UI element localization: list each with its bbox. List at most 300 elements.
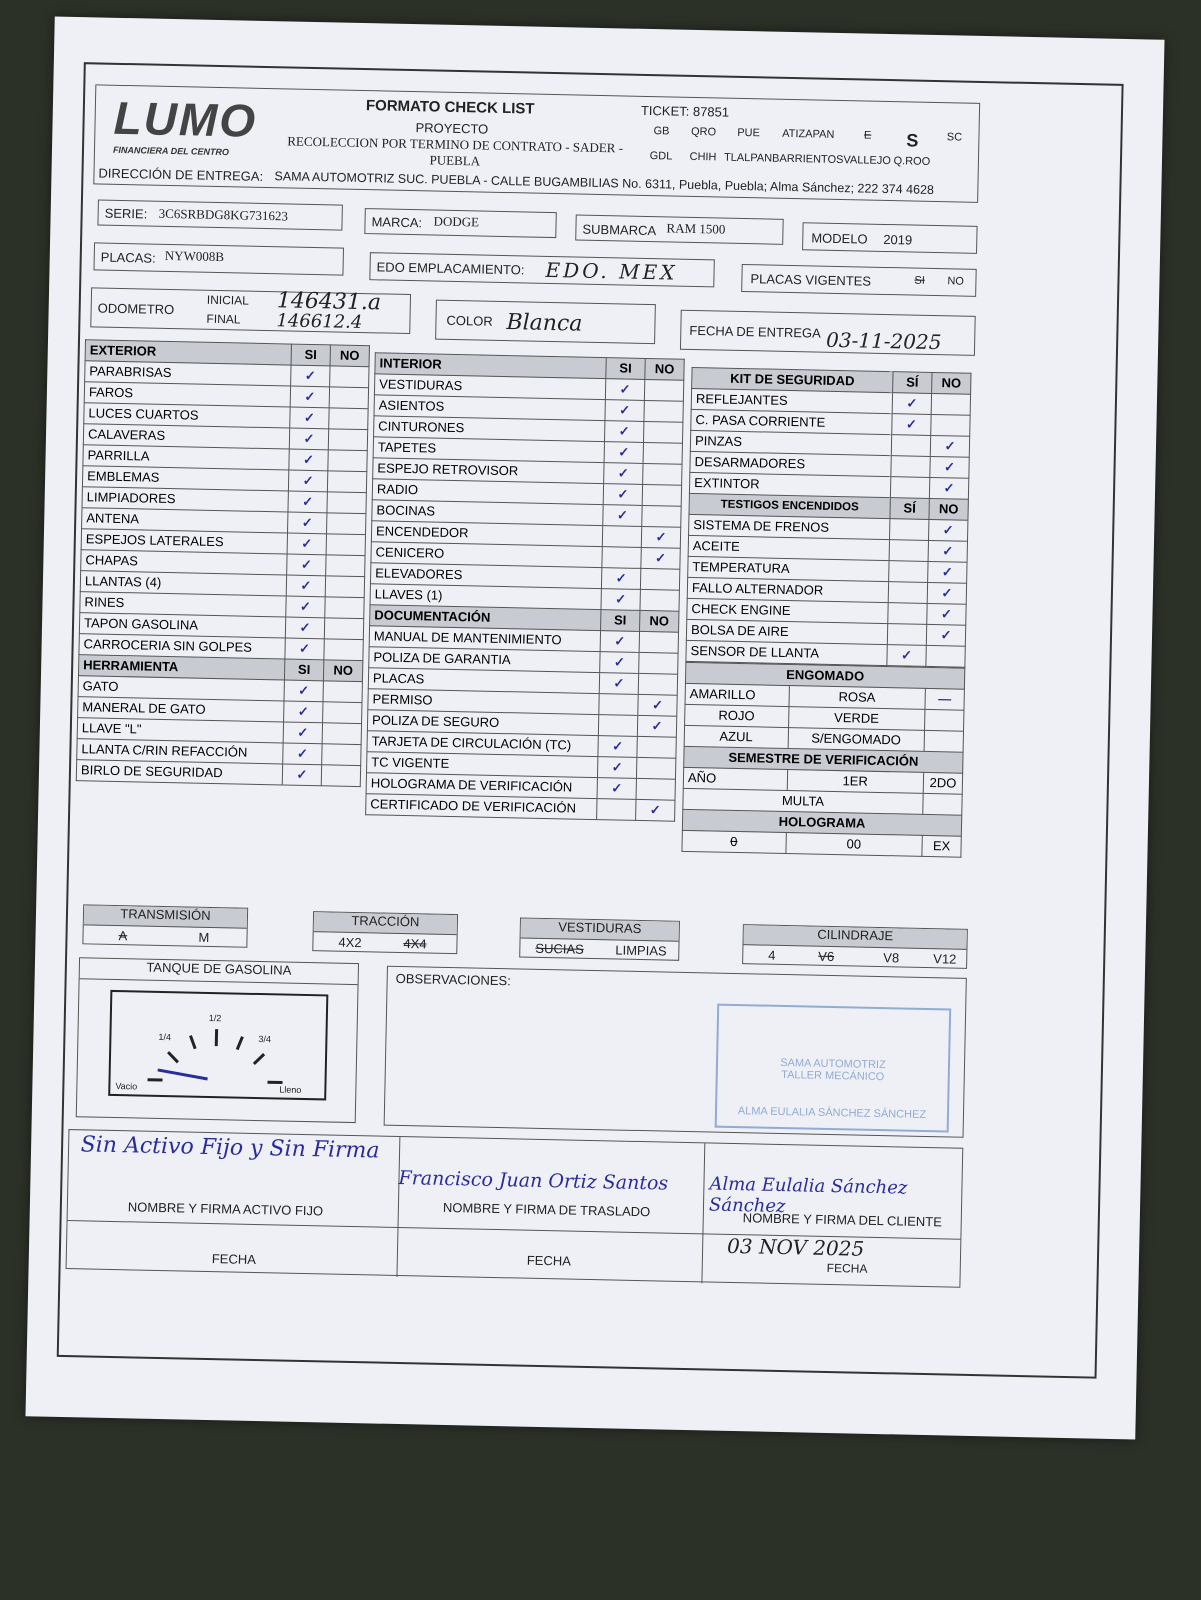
interior-section	[365, 352, 685, 821]
kit-item-label: EXTINTOR	[689, 472, 890, 497]
holograma-title: HOLOGRAMA	[682, 809, 961, 836]
exterior-no-check[interactable]	[325, 576, 364, 598]
testigos-no-check[interactable]: ✓	[928, 561, 967, 583]
exterior-no-check[interactable]	[328, 450, 367, 472]
transmision-box	[82, 904, 248, 947]
exterior-no-check[interactable]	[327, 492, 366, 514]
engomado-amarillo: AMARILLO	[685, 683, 789, 706]
exterior-si-check[interactable]: ✓	[289, 428, 328, 450]
interior-si-check[interactable]	[602, 526, 641, 548]
interior-item-label: LLAVES (1)	[370, 584, 601, 610]
documentacion-si-check[interactable]: ✓	[597, 778, 636, 800]
traccion-title: TRACCIÓN	[314, 912, 457, 935]
direccion-label: DIRECCIÓN DE ENTREGA:	[98, 165, 264, 184]
herramienta-title: HERRAMIENTA	[78, 655, 284, 680]
exterior-item-label: CALAVERAS	[83, 424, 289, 449]
kit-item-label: PINZAS	[690, 430, 891, 455]
holograma-0: 0	[682, 830, 786, 853]
vestiduras-sucias: SUCIAS	[535, 940, 584, 957]
inicial-label: INICIAL	[206, 292, 250, 308]
herramienta-item-label: BIRLO DE SEGURIDAD	[76, 760, 282, 785]
fecha-activo-label: FECHA	[211, 1251, 257, 1268]
edo-box	[369, 252, 715, 287]
region-s: S	[906, 130, 919, 151]
interior-no-header: NO	[645, 358, 684, 380]
herramienta-no-check[interactable]	[322, 744, 361, 766]
signatures-block	[66, 1129, 964, 1288]
herramienta-no-check[interactable]	[323, 702, 362, 724]
kit-item-label: DESARMADORES	[690, 451, 891, 476]
documentacion-item-label: HOLOGRAMA DE VERIFICACIÓN	[366, 773, 597, 799]
fecha-cliente-label: FECHA	[826, 1260, 868, 1276]
vigentes-si: SI	[914, 274, 925, 287]
serie-label: SERIE:	[104, 205, 148, 222]
submarca-label: SUBMARCA	[582, 221, 657, 239]
cilindraje-v12: V12	[933, 951, 957, 967]
engomado-sin-mark	[924, 730, 963, 752]
vigentes-box	[741, 264, 977, 297]
interior-no-check[interactable]	[640, 589, 679, 611]
activo-fijo-label: NOMBRE Y FIRMA ACTIVO FIJO	[127, 1199, 324, 1219]
engomado-sin: S/ENGOMADO	[788, 728, 925, 752]
activo-fijo-cell	[68, 1130, 401, 1228]
semestre-ano: AÑO	[683, 767, 787, 790]
interior-si-check[interactable]: ✓	[604, 442, 643, 464]
kit-si-header: SÍ	[893, 372, 932, 394]
exterior-no-check[interactable]	[328, 429, 367, 451]
kit-title: KIT DE SEGURIDAD	[692, 367, 893, 392]
herramienta-item-label: GATO	[78, 676, 284, 701]
exterior-item-label: ESPEJOS LATERALES	[81, 529, 287, 554]
herramienta-si-check[interactable]: ✓	[284, 680, 323, 702]
marca-label: MARCA:	[371, 214, 423, 231]
engomado-verde: VERDE	[788, 707, 925, 731]
interior-item-label: ESPEJO RETROVISOR	[373, 458, 604, 484]
lumo-logo	[113, 91, 264, 158]
fecha-label: FECHA DE ENTREGA	[689, 322, 821, 341]
exterior-no-header: NO	[330, 345, 369, 367]
fecha-cliente-hand: 03 NOV 2025	[726, 1233, 865, 1261]
documentacion-title: DOCUMENTACIÓN	[370, 605, 601, 631]
documentacion-no-check[interactable]	[639, 652, 678, 674]
kit-si-check[interactable]	[891, 456, 930, 478]
logo-subtitle: FINANCIERA DEL CENTRO	[112, 144, 230, 158]
region-chih: CHIH	[689, 150, 717, 164]
gauge-three: 3/4	[258, 1034, 272, 1045]
exterior-si-check[interactable]: ✓	[285, 617, 324, 639]
exterior-item-label: RINES	[80, 592, 286, 617]
documentacion-si-check[interactable]: ✓	[597, 757, 636, 779]
herramienta-no-check[interactable]	[323, 681, 362, 703]
interior-item-label: ENCENDEDOR	[371, 521, 602, 547]
interior-no-check[interactable]	[643, 442, 682, 464]
submarca-value: RAM 1500	[666, 220, 726, 237]
herramienta-no-header: NO	[323, 660, 362, 682]
testigos-si-check[interactable]	[888, 582, 927, 604]
documentacion-no-check[interactable]: ✓	[638, 694, 677, 716]
vestiduras-box	[519, 917, 680, 960]
traccion-box	[312, 911, 458, 954]
interior-si-check[interactable]: ✓	[603, 505, 642, 527]
observaciones-box	[384, 966, 967, 1138]
testigos-si-check[interactable]	[889, 561, 928, 583]
modelo-value: 2019	[883, 231, 913, 248]
interior-item-label: CENICERO	[371, 542, 602, 568]
modelo-box	[802, 222, 978, 254]
cliente-cell	[702, 1143, 962, 1239]
herramienta-item-label: MANERAL DE GATO	[78, 697, 284, 722]
exterior-no-check[interactable]	[326, 555, 365, 577]
documentacion-si-check[interactable]: ✓	[600, 631, 639, 653]
region-pue: PUE	[737, 126, 761, 140]
kit-no-check[interactable]	[931, 414, 970, 436]
documentacion-si-check[interactable]: ✓	[598, 736, 637, 758]
documentacion-no-check[interactable]	[637, 736, 676, 758]
proyecto-desc: RECOLECCION POR TERMINO DE CONTRATO - SADER - PUEBLA	[287, 133, 624, 169]
exterior-si-check[interactable]: ✓	[291, 365, 330, 387]
documentacion-no-check[interactable]	[636, 757, 675, 779]
stamp-line1: SAMA AUTOMOTRIZ	[780, 1056, 886, 1072]
fuel-gauge-icon	[107, 989, 329, 1104]
herramienta-si-check[interactable]: ✓	[283, 722, 322, 744]
logo-text: LUMO	[113, 91, 258, 147]
testigos-si-header: SÍ	[890, 498, 929, 520]
region-sc: SC	[946, 131, 963, 144]
testigos-item-label: FALLO ALTERNADOR	[687, 577, 888, 602]
inicial-value: 146431.a	[276, 288, 382, 316]
exterior-section	[76, 339, 370, 787]
traslado-hand: Francisco Juan Ortiz Santos	[398, 1166, 669, 1195]
kit-si-check[interactable]: ✓	[892, 393, 931, 415]
transmision-a: A	[118, 928, 128, 944]
vigentes-no: NO	[947, 275, 965, 288]
testigos-no-check[interactable]: ✓	[929, 519, 968, 541]
documentacion-si-check[interactable]	[598, 715, 637, 737]
interior-si-check[interactable]: ✓	[601, 589, 640, 611]
interior-no-check[interactable]	[644, 379, 683, 401]
testigos-si-check[interactable]: ✓	[887, 645, 926, 667]
semestre-1er: 1ER	[787, 770, 924, 794]
interior-item-label: TAPETES	[373, 437, 604, 463]
kit-no-check[interactable]	[931, 393, 970, 415]
engomado-title: ENGOMADO	[685, 662, 964, 689]
checklist-sheet	[25, 17, 1164, 1440]
cliente-label: NOMBRE Y FIRMA DEL CLIENTE	[742, 1210, 943, 1230]
documentacion-no-check[interactable]: ✓	[637, 715, 676, 737]
fecha-traslado-label: FECHA	[526, 1252, 572, 1269]
engomado-rojo: ROJO	[685, 704, 789, 727]
testigos-item-label: SENSOR DE LLANTA	[686, 640, 887, 665]
herramienta-si-check[interactable]: ✓	[284, 701, 323, 723]
traccion-4x4: 4X4	[403, 936, 427, 952]
exterior-si-check[interactable]: ✓	[287, 554, 326, 576]
documentacion-item-label: CERTIFICADO DE VERIFICACIÓN	[366, 794, 597, 820]
exterior-si-header: SI	[291, 344, 330, 366]
testigos-item-label: TEMPERATURA	[688, 556, 889, 581]
interior-si-check[interactable]: ✓	[603, 484, 642, 506]
interior-item-label: ASIENTOS	[374, 395, 605, 421]
placas-value: NYW008B	[164, 247, 225, 265]
doc-si-header: SI	[601, 610, 640, 632]
exterior-item-label: CHAPAS	[81, 550, 287, 575]
exterior-item-label: LIMPIADORES	[82, 487, 288, 512]
exterior-no-check[interactable]	[326, 534, 365, 556]
semestre-multa: MULTA	[683, 788, 923, 814]
testigos-si-check[interactable]	[887, 624, 926, 646]
exterior-no-check[interactable]	[324, 618, 363, 640]
documentacion-si-check[interactable]	[597, 799, 636, 821]
odometro-box	[90, 287, 411, 334]
documentacion-no-check[interactable]: ✓	[636, 799, 675, 821]
fecha-value: 03-11-2025	[825, 327, 942, 355]
documentacion-item-label: MANUAL DE MANTENIMIENTO	[369, 626, 600, 652]
testigos-title: TESTIGOS ENCENDIDOS	[689, 493, 890, 518]
herramienta-si-check[interactable]: ✓	[283, 743, 322, 765]
holograma-00: 00	[785, 833, 922, 857]
serie-value: 3C6SRBDG8KG731623	[158, 205, 289, 224]
testigos-no-check[interactable]	[926, 645, 965, 667]
engomado-azul: AZUL	[684, 725, 788, 748]
interior-no-check[interactable]	[644, 400, 683, 422]
exterior-item-label: PARABRISAS	[85, 361, 291, 386]
interior-no-check[interactable]	[640, 568, 679, 590]
documentacion-no-check[interactable]	[639, 631, 678, 653]
gauge-half: 1/2	[208, 1012, 222, 1024]
herramienta-si-header: SI	[284, 659, 323, 681]
kit-no-header: NO	[932, 372, 971, 394]
interior-title: INTERIOR	[375, 353, 606, 379]
stamp-line3: ALMA EULALIA SÁNCHEZ SÁNCHEZ	[737, 1105, 927, 1122]
exterior-no-check[interactable]	[325, 597, 364, 619]
odometro-label: ODOMETRO	[97, 300, 175, 318]
region-barrientos: BARRIENTOS	[771, 152, 844, 167]
serie-box	[97, 199, 342, 230]
traslado-cell	[397, 1137, 705, 1234]
region-qroo: Q.ROO	[893, 155, 931, 168]
cilindraje-title: CILINDRAJE	[743, 925, 966, 950]
herramienta-item-label: LLAVE "L"	[77, 718, 283, 743]
kit-no-check[interactable]: ✓	[929, 477, 968, 499]
region-grid	[640, 125, 976, 169]
fecha-entrega-box	[680, 310, 976, 356]
exterior-si-check[interactable]: ✓	[289, 449, 328, 471]
engomado-rosa: ROSA	[788, 686, 925, 710]
interior-si-check[interactable]: ✓	[605, 379, 644, 401]
testigos-no-header: NO	[929, 498, 968, 520]
interior-si-check[interactable]: ✓	[605, 400, 644, 422]
final-value: 146612.4	[276, 310, 363, 334]
cilindraje-v6: V6	[818, 948, 835, 965]
testigos-item-label: BOLSA DE AIRE	[686, 619, 887, 644]
holograma-ex: EX	[922, 835, 961, 857]
region-qro: QRO	[690, 125, 717, 139]
testigos-no-check[interactable]: ✓	[928, 540, 967, 562]
exterior-si-check[interactable]: ✓	[285, 638, 324, 660]
region-gb: GB	[653, 125, 670, 138]
doc-no-header: NO	[640, 610, 679, 632]
transmision-m: M	[198, 929, 210, 945]
interior-item-label: BOCINAS	[372, 500, 603, 526]
edo-label: EDO EMPLACAMIENTO:	[376, 259, 525, 278]
exterior-si-check[interactable]: ✓	[288, 491, 327, 513]
vestiduras-title: VESTIDURAS	[521, 918, 679, 941]
region-atizapan: ATIZAPAN	[782, 127, 835, 141]
interior-item-label: CINTURONES	[374, 416, 605, 442]
color-box	[435, 300, 656, 345]
exterior-si-check[interactable]: ✓	[286, 575, 325, 597]
exterior-si-check[interactable]: ✓	[290, 407, 329, 429]
color-label: COLOR	[446, 312, 493, 329]
activo-fijo-hand: Sin Activo Fijo y Sin Firma	[80, 1132, 380, 1164]
documentacion-si-check[interactable]: ✓	[600, 652, 639, 674]
documentacion-item-label: PERMISO	[368, 689, 599, 715]
exterior-si-check[interactable]: ✓	[290, 386, 329, 408]
testigos-no-check[interactable]: ✓	[927, 603, 966, 625]
placas-box	[93, 242, 344, 275]
testigos-si-check[interactable]	[890, 519, 929, 541]
documentacion-item-label: TC VIGENTE	[367, 752, 598, 778]
kit-section	[681, 367, 971, 858]
kit-item-label: C. PASA CORRIENTE	[691, 409, 892, 434]
kit-si-check[interactable]	[891, 435, 930, 457]
sig-divider-2	[701, 1233, 703, 1283]
herramienta-si-check[interactable]: ✓	[282, 764, 321, 786]
vigentes-label: PLACAS VIGENTES	[750, 271, 872, 289]
kit-no-check[interactable]: ✓	[930, 456, 969, 478]
sig-divider-1	[396, 1227, 398, 1277]
tanque-box	[76, 957, 359, 1123]
cliente-hand: Alma Eulalia Sánchez Sánchez	[708, 1173, 908, 1218]
direccion-value: SAMA AUTOMOTRIZ SUC. PUEBLA - CALLE BUGAMBILIAS No. 6311, Puebla, Puebla; Alma Sánchez; 222 374 4628	[274, 169, 935, 197]
interior-si-check[interactable]	[602, 547, 641, 569]
edo-value: EDO. MEX	[545, 257, 678, 285]
documentacion-item-label: PLACAS	[368, 668, 599, 694]
final-label: FINAL	[206, 311, 241, 327]
modelo-label: MODELO	[811, 230, 868, 247]
exterior-si-check[interactable]: ✓	[288, 470, 327, 492]
exterior-item-label: LUCES CUARTOS	[84, 403, 290, 428]
tanque-title: TANQUE DE GASOLINA	[80, 958, 358, 985]
documentacion-no-check[interactable]	[638, 673, 677, 695]
semestre-title: SEMESTRE DE VERIFICACIÓN	[684, 746, 963, 773]
gauge-full: Lleno	[279, 1084, 302, 1095]
testigos-item-label: SISTEMA DE FRENOS	[689, 514, 890, 539]
exterior-item-label: ANTENA	[82, 508, 288, 533]
engomado-verde-mark	[925, 709, 964, 731]
proyecto-label: PROYECTO	[415, 120, 489, 137]
exterior-si-check[interactable]: ✓	[286, 596, 325, 618]
interior-no-check[interactable]: ✓	[641, 526, 680, 548]
kit-no-check[interactable]: ✓	[930, 435, 969, 457]
interior-si-check[interactable]: ✓	[601, 568, 640, 590]
vestiduras-limpias: LIMPIAS	[615, 942, 667, 959]
exterior-no-check[interactable]	[324, 639, 363, 661]
exterior-item-label: TAPON GASOLINA	[79, 613, 285, 638]
observaciones-label: OBSERVACIONES:	[395, 970, 511, 989]
documentacion-item-label: TARJETA DE CIRCULACIÓN (TC)	[367, 731, 598, 757]
testigos-no-check[interactable]: ✓	[926, 624, 965, 646]
ticket-number: TICKET: 87851	[640, 102, 730, 120]
exterior-item-label: PARRILLA	[83, 445, 289, 470]
interior-si-check[interactable]: ✓	[604, 421, 643, 443]
testigos-si-check[interactable]	[889, 540, 928, 562]
engomado-rosa-mark: —	[925, 688, 964, 710]
testigos-item-label: CHECK ENGINE	[687, 598, 888, 623]
stamp-line2: TALLER MECÁNICO	[781, 1068, 885, 1084]
company-stamp	[715, 1004, 952, 1133]
testigos-no-check[interactable]: ✓	[927, 582, 966, 604]
exterior-no-check[interactable]	[327, 513, 366, 535]
region-gdl: GDL	[649, 150, 673, 163]
interior-no-check[interactable]: ✓	[641, 547, 680, 569]
exterior-no-check[interactable]	[329, 387, 368, 409]
interior-no-check[interactable]	[643, 463, 682, 485]
transmision-title: TRANSMISIÓN	[84, 905, 247, 928]
form-title: FORMATO CHECK LIST	[365, 97, 535, 118]
exterior-title: EXTERIOR	[85, 340, 291, 365]
form-frame	[57, 62, 1124, 1378]
gauge-quarter: 1/4	[158, 1031, 172, 1043]
submarca-box	[575, 214, 783, 244]
documentacion-si-check[interactable]	[599, 694, 638, 716]
kit-si-check[interactable]	[890, 477, 929, 499]
marca-box	[364, 208, 557, 238]
herramienta-no-check[interactable]	[321, 765, 360, 787]
exterior-item-label: CARROCERIA SIN GOLPES	[79, 634, 285, 659]
interior-si-check[interactable]: ✓	[604, 463, 643, 485]
interior-no-check[interactable]	[643, 421, 682, 443]
herramienta-no-check[interactable]	[322, 723, 361, 745]
documentacion-item-label: POLIZA DE GARANTIA	[369, 647, 600, 673]
header-block	[93, 84, 980, 203]
documentacion-si-check[interactable]: ✓	[599, 673, 638, 695]
region-vallejo: VALLEJO	[843, 154, 892, 168]
kit-si-check[interactable]: ✓	[892, 414, 931, 436]
testigos-si-check[interactable]	[888, 603, 927, 625]
documentacion-item-label: POLIZA DE SEGURO	[367, 710, 598, 736]
exterior-item-label: EMBLEMAS	[82, 466, 288, 491]
herramienta-item-label: LLANTA C/RIN REFACCIÓN	[77, 739, 283, 764]
exterior-si-check[interactable]: ✓	[287, 533, 326, 555]
color-value: Blanca	[506, 310, 583, 337]
traslado-label: NOMBRE Y FIRMA DE TRASLADO	[442, 1199, 651, 1220]
exterior-item-label: LLANTAS (4)	[80, 571, 286, 596]
semestre-2do: 2DO	[923, 772, 962, 794]
exterior-no-check[interactable]	[330, 366, 369, 388]
marca-value: DODGE	[433, 213, 480, 230]
exterior-no-check[interactable]	[329, 408, 368, 430]
interior-item-label: VESTIDURAS	[374, 374, 605, 400]
exterior-item-label: FAROS	[84, 382, 290, 407]
cilindraje-v8: V8	[883, 950, 900, 966]
exterior-si-check[interactable]: ✓	[288, 512, 327, 534]
interior-no-check[interactable]	[642, 505, 681, 527]
placas-label: PLACAS:	[100, 249, 156, 266]
kit-item-label: REFLEJANTES	[691, 388, 892, 413]
testigos-item-label: ACEITE	[688, 535, 889, 560]
semestre-multa-blank	[923, 793, 962, 815]
interior-item-label: RADIO	[372, 479, 603, 505]
traccion-4x2: 4X2	[338, 934, 362, 951]
interior-si-header: SI	[606, 358, 645, 380]
cilindraje-box	[742, 924, 968, 969]
interior-item-label: ELEVADORES	[370, 563, 601, 589]
interior-no-check[interactable]	[642, 484, 681, 506]
exterior-no-check[interactable]	[327, 471, 366, 493]
region-tlalpan: TLALPAN	[723, 151, 773, 165]
documentacion-no-check[interactable]	[636, 778, 675, 800]
region-e: E	[863, 129, 872, 142]
